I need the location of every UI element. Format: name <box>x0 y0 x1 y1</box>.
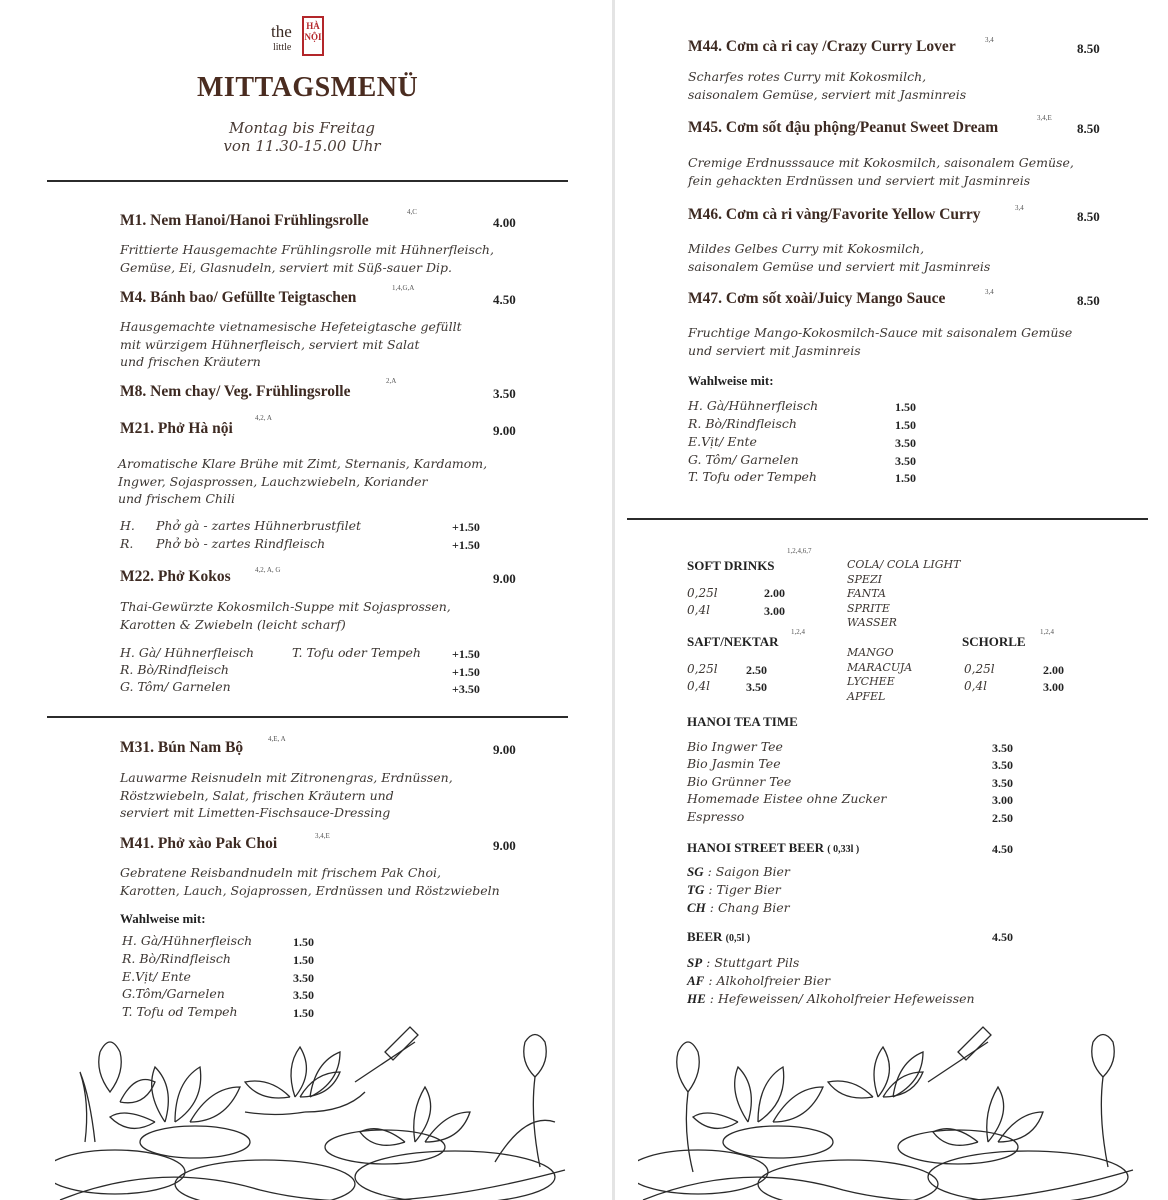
item-name: M21. Phở Hà nội <box>120 420 233 437</box>
street-beer-heading <box>687 840 859 856</box>
tea-heading: HANOI TEA TIME <box>687 714 798 729</box>
beer-code: AF <box>687 973 705 988</box>
option-price: +1.50 <box>452 538 480 552</box>
soft-drinks-allergen: 1,2,4,6,7 <box>787 547 812 555</box>
item-price: 9.00 <box>493 838 516 853</box>
beer-price: 4.50 <box>992 930 1013 944</box>
logo-the-text: the <box>271 22 292 41</box>
lotus-illustration <box>638 1022 1138 1200</box>
street-beer-size: ( 0,33l ) <box>827 844 860 855</box>
tea-price: 3.50 <box>992 741 1013 755</box>
variety: MANGO <box>847 646 894 659</box>
beer-size: (0,5l ) <box>725 933 751 944</box>
desc-line: saisonalem Gemüse und serviert mit Jasminreis <box>688 258 991 274</box>
size-price: 3.00 <box>764 604 785 618</box>
saft-allergen: 1,2,4 <box>791 628 805 636</box>
item-name: M44. Cơm cà ri cay /Crazy Curry Lover <box>688 38 956 55</box>
option-label: T. Tofu od Tempeh <box>122 1004 238 1019</box>
option-price: 1.50 <box>895 471 916 485</box>
schorle-heading: SCHORLE <box>962 634 1026 649</box>
item-description <box>120 318 462 371</box>
beer-item <box>687 900 790 916</box>
beer-label: : Chang Bier <box>705 900 790 915</box>
option-label: H. Gà/Hühnerfleisch <box>688 398 819 413</box>
item-allergen: 3,4 <box>985 288 994 296</box>
item-description <box>688 324 1072 359</box>
size-price: 2.50 <box>746 663 767 677</box>
option-price: 3.50 <box>895 454 916 468</box>
option-price: 1.50 <box>293 953 314 967</box>
option-code: H. <box>120 518 135 533</box>
wahlweise-heading: Wahlweise mit: <box>688 373 774 388</box>
page-title: MITTAGSMENÜ <box>197 72 419 103</box>
item-allergen: 1,4,G,A <box>392 284 415 292</box>
divider-middle <box>47 716 568 718</box>
desc-line: Fruchtige Mango-Kokosmilch-Sauce mit saisonalem Gemüse <box>688 325 1073 340</box>
beer-item <box>687 973 830 989</box>
item-price: 8.50 <box>1077 293 1100 308</box>
item-name: M8. Nem chay/ Veg. Frühlingsrolle <box>120 383 351 400</box>
item-price: 8.50 <box>1077 41 1100 56</box>
item-name: M45. Cơm sốt đậu phộng/Peanut Sweet Dream <box>688 119 999 136</box>
desc-line: Gebratene Reisbandnudeln mit frischem Pak Choi, <box>120 865 442 880</box>
item-price: 4.00 <box>493 215 516 230</box>
desc-line: Frittierte Hausgemachte Frühlingsrolle mit Hühnerfleisch, <box>120 242 494 257</box>
desc-line: Aromatische Klare Brühe mit Zimt, Sternanis, Kardamom, <box>118 456 488 471</box>
tea-label: Bio Jasmin Tee <box>687 756 781 771</box>
desc-line: und frischen Kräutern <box>120 354 261 369</box>
option-price: 1.50 <box>895 418 916 432</box>
logo-little-text: little <box>273 42 292 53</box>
item-allergen: 4,2, A <box>255 414 272 422</box>
option-label: H. Gà/Hühnerfleisch <box>122 933 253 948</box>
beer-item <box>687 882 781 898</box>
subtitle-days: Montag bis Freitag <box>228 119 376 137</box>
option-price: 1.50 <box>293 1006 314 1020</box>
street-beer-price: 4.50 <box>992 842 1013 856</box>
option-label: E.Vịt/ Ente <box>688 434 757 449</box>
item-description <box>688 240 990 275</box>
option-label: R. Bò/Rindfleisch <box>120 662 229 677</box>
item-name: M4. Bánh bao/ Gefüllte Teigtaschen <box>120 289 357 306</box>
option-price: +1.50 <box>452 520 480 534</box>
size-label: 0,4l <box>687 603 710 617</box>
divider-drinks <box>627 518 1148 520</box>
tea-price: 3.50 <box>992 758 1013 772</box>
option-label: Phở bò - zartes Rindfleisch <box>156 536 326 551</box>
item-price: 9.00 <box>493 571 516 586</box>
beer-label: : Alkoholfreier Bier <box>704 973 831 988</box>
page-subtitle <box>172 119 432 155</box>
variety: SPEZI <box>847 572 882 586</box>
option-code: R. <box>120 536 134 551</box>
option-price: 3.50 <box>293 971 314 985</box>
item-description <box>120 598 451 633</box>
option-label: Phở gà - zartes Hühnerbrustfilet <box>156 518 362 533</box>
item-description <box>118 455 487 508</box>
option-price: +1.50 <box>452 647 480 661</box>
size-price: 3.50 <box>746 680 767 694</box>
saft-varieties <box>847 646 912 704</box>
desc-line: saisonalem Gemüse, serviert mit Jasminreis <box>688 86 967 102</box>
item-price: 4.50 <box>493 292 516 307</box>
item-price: 3.50 <box>493 386 516 401</box>
item-allergen: 4,2, A, G <box>255 566 281 574</box>
desc-line: Ingwer, Sojasprossen, Lauchzwiebeln, Koriander <box>118 473 428 489</box>
variety: COLA/ COLA LIGHT <box>847 558 961 571</box>
item-description <box>120 769 453 822</box>
size-label: 0,4l <box>687 679 710 693</box>
item-allergen: 3,4,E <box>1037 114 1052 122</box>
desc-line: Lauwarme Reisnudeln mit Zitronengras, Erdnüssen, <box>120 770 453 785</box>
size-price: 3.00 <box>1043 680 1064 694</box>
lotus-illustration <box>55 1022 570 1200</box>
variety: SPRITE <box>847 601 890 615</box>
page-fold <box>612 0 615 1200</box>
size-label: 0,25l <box>964 662 995 676</box>
tea-label: Espresso <box>687 809 745 824</box>
item-description <box>120 864 500 899</box>
beer-heading <box>687 929 750 945</box>
item-price: 8.50 <box>1077 209 1100 224</box>
item-name: M22. Phở Kokos <box>120 568 231 585</box>
beer-item <box>687 991 975 1007</box>
variety: WASSER <box>847 616 897 629</box>
option-price: 3.50 <box>293 988 314 1002</box>
wahlweise-heading: Wahlweise mit: <box>120 911 206 926</box>
tea-label: Homemade Eistee ohne Zucker <box>687 791 887 806</box>
beer-item <box>687 955 799 971</box>
menu-page-right <box>616 0 1168 1200</box>
tea-label: Bio Ingwer Tee <box>687 739 783 754</box>
desc-line: Mildes Gelbes Curry mit Kokosmilch, <box>688 241 925 256</box>
desc-line: und serviert mit Jasminreis <box>688 342 861 358</box>
item-allergen: 2,A <box>386 377 397 385</box>
street-beer-title: HANOI STREET BEER <box>687 840 825 855</box>
item-description <box>688 154 1074 189</box>
option-price: 1.50 <box>293 935 314 949</box>
tea-price: 3.50 <box>992 776 1013 790</box>
beer-item <box>687 864 790 880</box>
item-allergen: 4,E, A <box>268 735 286 743</box>
desc-line: Hausgemachte vietnamesische Hefeteigtasche gefüllt <box>120 319 462 334</box>
size-label: 0,25l <box>687 586 718 600</box>
item-name: M47. Cơm sốt xoài/Juicy Mango Sauce <box>688 290 946 307</box>
desc-line: Scharfes rotes Curry mit Kokosmilch, <box>688 69 927 84</box>
variety: APFEL <box>847 689 886 703</box>
tea-label: Bio Grünner Tee <box>687 774 792 789</box>
option-label: G.Tôm/Garnelen <box>122 986 225 1001</box>
item-name: M41. Phở xào Pak Choi <box>120 835 278 852</box>
beer-title: BEER <box>687 929 723 944</box>
option-label: E.Vịt/ Ente <box>122 969 191 984</box>
saft-heading: SAFT/NEKTAR <box>687 634 779 649</box>
desc-line: Röstzwiebeln, Salat, frischen Kräutern und <box>120 787 394 803</box>
option-price: +3.50 <box>452 682 480 696</box>
desc-line: Karotten, Lauch, Sojaprossen, Erdnüssen und Röstzwiebeln <box>120 882 500 898</box>
item-price: 8.50 <box>1077 121 1100 136</box>
option-price: +1.50 <box>452 665 480 679</box>
tea-price: 2.50 <box>992 811 1013 825</box>
desc-line: Karotten & Zwiebeln (leicht scharf) <box>120 616 346 632</box>
logo-seal: HÀ NỘI <box>302 16 324 56</box>
item-allergen: 3,4 <box>985 36 994 44</box>
beer-code: HE <box>687 991 706 1006</box>
item-name: M46. Cơm cà ri vàng/Favorite Yellow Curry <box>688 206 981 223</box>
desc-line: und frischem Chili <box>118 491 235 506</box>
beer-label: : Saigon Bier <box>703 864 790 879</box>
soft-drinks-varieties <box>847 558 960 631</box>
item-price: 9.00 <box>493 423 516 438</box>
option-label: G. Tôm/ Garnelen <box>120 679 231 694</box>
item-allergen: 4,C <box>407 208 417 216</box>
desc-line: serviert mit Limetten-Fischsauce-Dressing <box>120 805 391 820</box>
tea-price: 3.00 <box>992 793 1013 807</box>
desc-line: mit würzigem Hühnerfleisch, serviert mit Salat <box>120 336 420 352</box>
option-label: H. Gà/ Hühnerfleisch <box>120 645 255 660</box>
size-price: 2.00 <box>1043 663 1064 677</box>
option-label: T. Tofu oder Tempeh <box>292 645 421 660</box>
beer-code: SG <box>687 864 704 879</box>
size-label: 0,25l <box>687 662 718 676</box>
option-label: G. Tôm/ Garnelen <box>688 452 799 467</box>
item-price: 9.00 <box>493 742 516 757</box>
subtitle-hours: von 11.30-15.00 Uhr <box>223 137 381 155</box>
option-price: 3.50 <box>895 436 916 450</box>
item-name: M31. Bún Nam Bộ <box>120 739 244 756</box>
variety: MARACUJA <box>847 660 913 674</box>
beer-label: : Stuttgart Pils <box>702 955 800 970</box>
variety: LYCHEE <box>847 675 895 688</box>
desc-line: Cremige Erdnusssauce mit Kokosmilch, saisonalem Gemüse, <box>688 155 1074 170</box>
item-name: M1. Nem Hanoi/Hanoi Frühlingsrolle <box>120 212 369 229</box>
schorle-allergen: 1,2,4 <box>1040 628 1054 636</box>
variety: FANTA <box>847 587 886 600</box>
size-price: 2.00 <box>764 586 785 600</box>
option-label: R. Bò/Rindfleisch <box>688 416 797 431</box>
beer-code: CH <box>687 900 706 915</box>
item-allergen: 3,4 <box>1015 204 1024 212</box>
beer-code: TG <box>687 882 705 897</box>
option-label: T. Tofu oder Tempeh <box>688 469 817 484</box>
soft-drinks-heading: SOFT DRINKS <box>687 558 775 573</box>
desc-line: Thai-Gewürzte Kokosmilch-Suppe mit Sojasprossen, <box>120 599 451 614</box>
item-description <box>120 241 494 276</box>
beer-label: : Hefeweissen/ Alkoholfreier Hefeweissen <box>705 991 975 1006</box>
size-label: 0,4l <box>964 679 987 693</box>
item-description <box>688 68 966 103</box>
desc-line: fein gehackten Erdnüssen und serviert mit Jasminreis <box>688 172 1031 188</box>
option-label: R. Bò/Rindfleisch <box>122 951 231 966</box>
beer-label: : Tiger Bier <box>704 882 781 897</box>
option-price: 1.50 <box>895 400 916 414</box>
divider-top <box>47 180 568 182</box>
beer-code: SP <box>687 955 703 970</box>
desc-line: Gemüse, Ei, Glasnudeln, serviert mit Süß-sauer Dip. <box>120 259 452 275</box>
item-allergen: 3,4,E <box>315 832 330 840</box>
